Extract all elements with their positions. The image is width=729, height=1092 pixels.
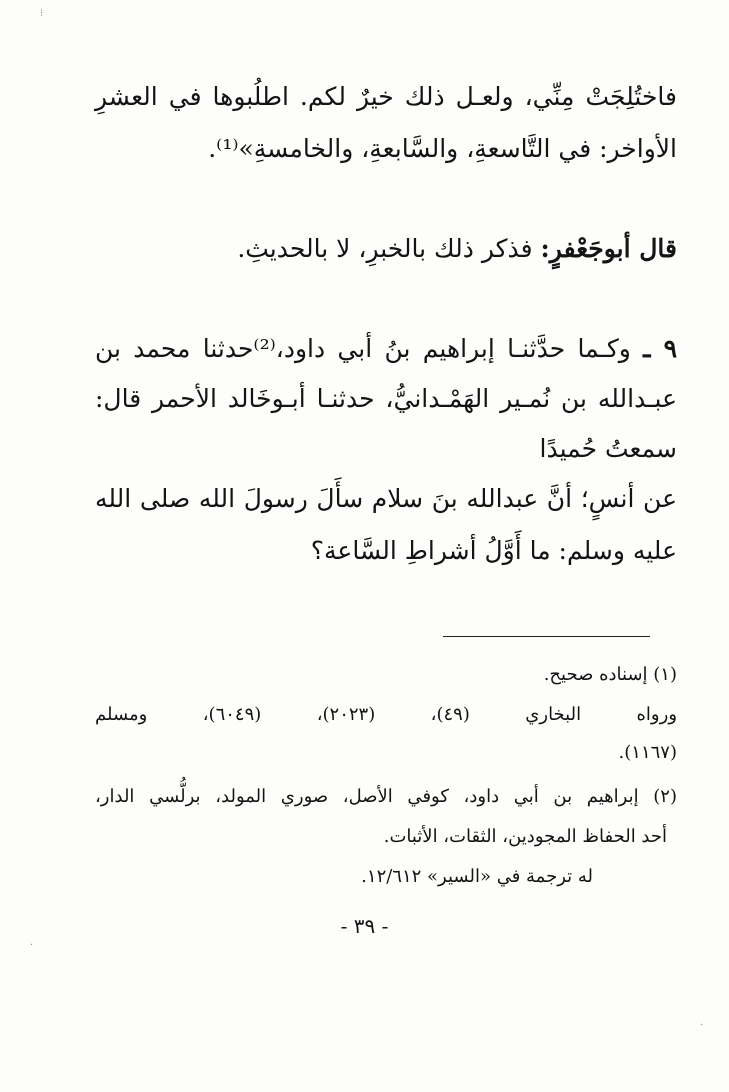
footnote-line: أحد الحفاظ المجودين، الثقات، الأثبات. [383,826,667,847]
hadith-line [95,336,677,361]
speaker-name: قال أبوجَعْفرٍ: [540,234,677,263]
hadith-line: عن أنسٍ؛ أنَّ عبدالله بنَ سلام سأَلَ رسولَ الله صلى الله [95,484,677,513]
footnote-separator [443,636,650,637]
qala-line [95,236,677,261]
hadith-line: سمعتُ حُميدًا [539,434,677,463]
footnote-text: إسناده صحيح. [543,664,648,685]
footnote-line: (١١٦٧). [618,742,677,763]
page-number: - ٣٩ - [340,914,389,938]
hadith-line: عبـدالله بن نُمـير الهَمْـدانيُّ، حدثنـا أبـوخَالد الأحمر قال: [95,384,677,413]
scan-speck: · [700,1020,704,1031]
paragraph-line: فاختُلِجَتْ مِنِّي، ولعـل ذلك خيرٌ لكم. اطلُبوها في العشرِ [95,82,677,111]
footnote-marker: (١) [653,664,677,685]
footnote-text: إبراهيم بن أبي داود، كوفي الأصل، صوري المولد، برلُّسي الدار، [95,786,639,807]
paragraph-line: الأواخر: في التَّاسعةِ، والسَّابعةِ، والخامسةِ»⁽¹⁾. [208,134,677,163]
footnote-line: ورواه البخاري (٤٩)، (٢٠٢٣)، (٦٠٤٩)، ومسلم [95,704,678,725]
scan-speck: ⁝ [40,8,44,19]
hadith-number: ٩ ـ [643,334,678,363]
scan-speck: · [30,940,34,951]
footnote-line: له ترجمة في «السير» ١٢/٦١٢. [361,866,593,887]
footnote-line [95,788,677,806]
hadith-text: وكـما حدَّثنـا إبراهيم بنُ أبي داود،⁽²⁾حدثنا محمد بن [95,334,631,363]
footnote-marker: (٢) [653,786,677,807]
footnote-line [95,666,677,684]
hadith-line: عليه وسلم: ما أَوَّلُ أشراطِ السَّاعة؟ [310,536,677,565]
qala-text: فذكر ذلك بالخبرِ، لا بالحديثِ. [237,234,533,263]
